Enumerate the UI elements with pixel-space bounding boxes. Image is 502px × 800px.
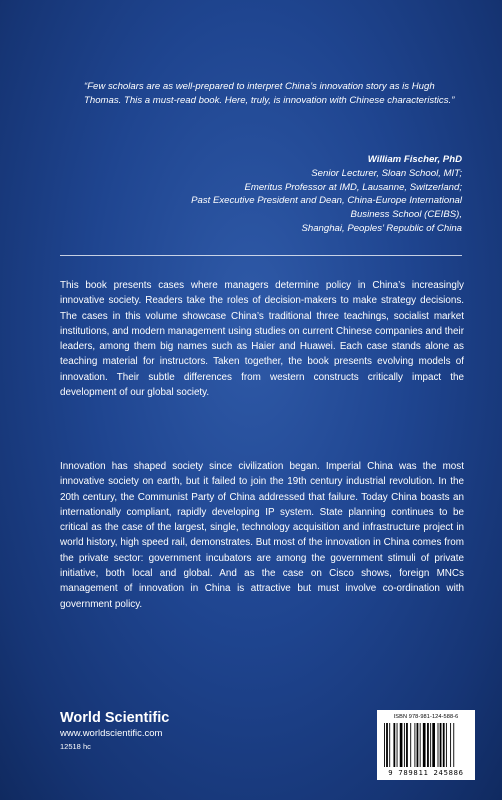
barcode-bar [440,723,442,767]
barcode-bar [406,723,408,767]
endorsement-attribution [82,153,462,236]
barcode-bar [400,723,403,767]
description-paragraph-1: This book presents cases where managers determine policy in China’s increasingly innovative society. Readers take the roles of decision-makers to make strategy decisions. The cases in this volume showcase China’s traditional three teachings, socialist market institutions, and modern management using studies on current Chinese companies and their leaders, among them big names such as Haier and Huawei. Each case stands alone as teaching material for instructors. Taken together, the book presents evolving models of innovation. Their subtle differences from western constructs critically impact the development of our global society. [60,280,464,399]
endorsement-quote: “Few scholars are as well-prepared to interpret China’s innovation story as is Hugh Thomas. This a must-read book. Here, truly, is innovation with Chinese characteristics.” [84,81,455,106]
publisher-url: www.worldscientific.com [60,728,163,739]
barcode-bar [432,723,435,767]
endorser-title-line: Shanghai, Peoples’ Republic of China [301,222,462,234]
endorser-title-line: Business School (CEIBS), [350,209,462,221]
endorser-name: William Fischer, PhD [367,154,462,165]
barcode [377,710,475,780]
barcode-bar [386,723,388,767]
isbn-text: ISBN 978-981-124-588-6 [393,714,459,720]
divider-line [60,255,462,256]
publisher-block [60,710,280,753]
publisher-code: 12518 hc [60,742,91,751]
barcode-bar [423,723,426,767]
description-paragraph-2: Innovation has shaped society since civilization began. Imperial China was the most innovative society on earth, but it failed to join the 19th century industrial revolution. In the 20th century, the Communist Party of China addressed that failure. Today China boasts an internationally compliant, rapidly developing IP system. State planning continues to be critical as the case of the largest, single, technology acquisition and infrastructure project in world history, high speed rail, demonstrates. But most of the innovation in China comes from the private sector: government incubators are among the government stimuli of private initiative, both local and global. And as the case on Cisco shows, foreign MNCs management of innovation in China is attractive but must involve co-ordination with government policy. [60,461,464,610]
barcode-bar [427,723,429,767]
barcode-bar [446,723,447,767]
barcode-bar [393,723,395,767]
barcode-bar [453,723,454,767]
barcode-bar [438,723,439,767]
endorser-title-line: Senior Lecturer, Sloan School, MIT; [311,167,462,179]
barcode-bar [404,723,405,767]
barcode-bar [397,723,398,767]
endorser-title-line: Emeritus Professor at IMD, Lausanne, Switzerland; [244,181,462,193]
barcode-bar [389,723,390,767]
publisher-name: World Scientific [60,710,170,726]
barcode-bar [417,723,419,767]
barcode-bar [443,723,445,767]
barcode-bars [383,723,469,767]
barcode-bar [410,723,411,767]
barcode-digits: 9 789811 245886 [388,768,464,777]
barcode-bar [384,723,385,767]
barcode-bar [450,723,451,767]
barcode-bar [414,723,415,767]
barcode-bar [430,723,431,767]
endorser-title-line: Past Executive President and Dean, China-Europe International [191,195,462,207]
barcode-bar [420,723,421,767]
